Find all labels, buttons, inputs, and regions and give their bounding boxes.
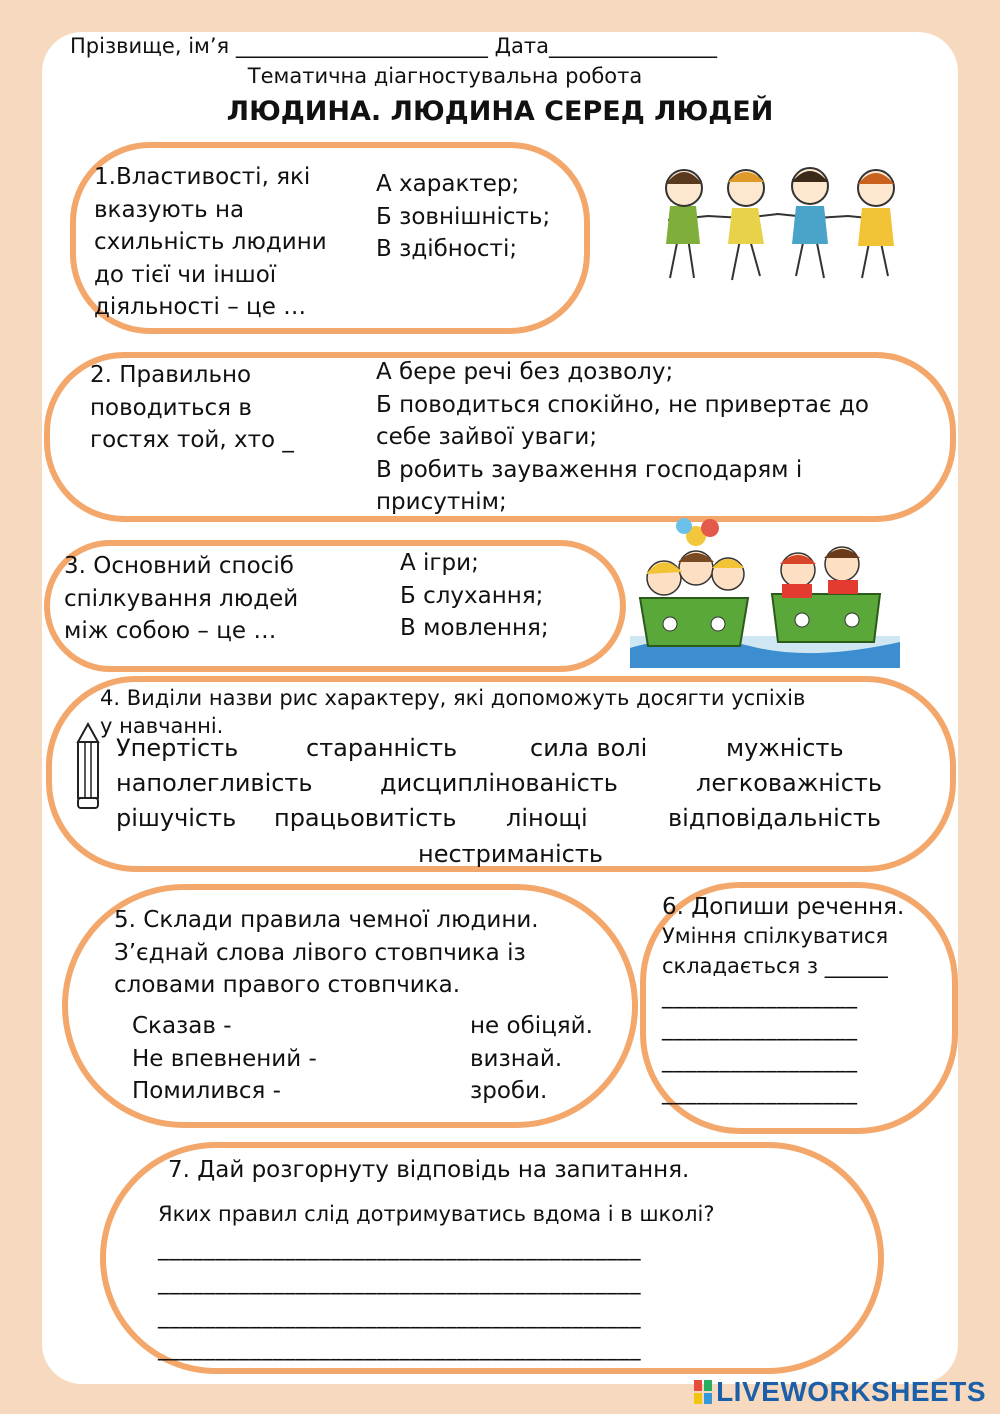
- word-option[interactable]: дисциплінованість: [380, 769, 618, 797]
- word-option[interactable]: наполегливість: [116, 769, 313, 797]
- question-4-text: [100, 684, 805, 740]
- word-option[interactable]: працьовитість: [274, 804, 457, 832]
- question-5-text: 5. Склади правила чемної людини. З’єднай слова лівого стовпчика із словами правого стовпчика.: [114, 907, 539, 998]
- option-b[interactable]: Б поводиться спокійно, не привертає до: [376, 391, 869, 418]
- answer-blank-line[interactable]: __________________________________________: [158, 1236, 641, 1261]
- option-b[interactable]: Б слухання;: [400, 582, 544, 609]
- matching-left-column: [132, 1010, 317, 1108]
- word-option[interactable]: відповідальність: [668, 804, 882, 832]
- question-2-text: 2. Правильно поводиться в гостях той, хто _: [90, 362, 294, 453]
- right-item[interactable]: не обіцяй.: [470, 1013, 593, 1039]
- answer-blank-line[interactable]: _________________: [662, 1080, 858, 1105]
- surname-blank[interactable]: ________________________: [235, 34, 488, 58]
- children-holding-hands-illustration: [648, 158, 910, 288]
- option-c[interactable]: В робить зауваження господарям і: [376, 456, 803, 483]
- children-on-train-illustration: [630, 518, 900, 668]
- answer-blank-line[interactable]: __________________________________________: [158, 1336, 641, 1361]
- name-field[interactable]: [70, 34, 717, 58]
- question-7-text: Яких правил слід дотримуватись вдома і в школі?: [158, 1202, 715, 1226]
- answer-blank-line[interactable]: __________________________________________: [158, 1304, 641, 1329]
- pencil-icon: [74, 722, 102, 812]
- option-c-continuation: присутнім;: [376, 489, 507, 515]
- option-a[interactable]: А характер;: [376, 171, 520, 197]
- question-3-options: [400, 547, 549, 645]
- matching-right-column: [470, 1010, 593, 1108]
- liveworksheets-mark-icon: [694, 1380, 712, 1404]
- option-b[interactable]: Б зовнішність;: [376, 203, 551, 230]
- word-option[interactable]: Упертість: [116, 734, 239, 762]
- left-item[interactable]: Помилився -: [132, 1078, 281, 1104]
- word-option[interactable]: рішучість: [116, 804, 237, 832]
- answer-blank-line[interactable]: _________________: [662, 1048, 858, 1073]
- word-option[interactable]: нестриманість: [418, 840, 603, 868]
- question-6-line-1: Уміння спілкуватися: [662, 924, 889, 948]
- worksheet-subtitle: Тематична діагностувальна робота: [247, 64, 643, 88]
- word-option[interactable]: мужність: [726, 734, 844, 762]
- word-option[interactable]: легковажність: [696, 769, 883, 797]
- right-item[interactable]: зроби.: [470, 1078, 548, 1104]
- worksheet-title: ЛЮДИНА. ЛЮДИНА СЕРЕД ЛЮДЕЙ: [226, 96, 774, 127]
- left-item[interactable]: Сказав -: [132, 1013, 232, 1039]
- answer-blank-line[interactable]: _________________: [662, 984, 858, 1009]
- date-blank[interactable]: ________________: [548, 34, 717, 58]
- question-1-text: 1.Властивості, які вказують на схильність людини до тієї чи іншої діяльності – це …: [94, 164, 327, 320]
- question-3-text: 3. Основний спосіб спілкування людей між собою – це …: [64, 553, 299, 644]
- option-b-continuation: себе зайвої уваги;: [376, 424, 598, 450]
- right-item[interactable]: визнай.: [470, 1045, 563, 1072]
- liveworksheets-logo[interactable]: [694, 1376, 986, 1408]
- answer-blank-line[interactable]: _________________: [662, 1016, 858, 1041]
- left-item[interactable]: Не впевнений -: [132, 1045, 317, 1072]
- option-c[interactable]: В мовлення;: [400, 615, 549, 641]
- liveworksheets-brand-text: LIVEWORKSHEETS: [716, 1376, 986, 1407]
- question-1-options: [376, 168, 550, 266]
- surname-label: Прізвище, ім’я: [70, 34, 230, 58]
- word-option[interactable]: старанність: [306, 734, 458, 762]
- option-a[interactable]: А ігри;: [400, 550, 479, 576]
- question-4-line-2: у навчанні.: [100, 714, 224, 738]
- question-4-line-1: 4. Виділи назви рис характеру, які допоможуть досягти успіхів: [100, 686, 806, 710]
- question-7-title: 7. Дай розгорнуту відповідь на запитання.: [168, 1157, 690, 1183]
- question-2-options: [376, 356, 869, 519]
- question-6-title: 6. Допиши речення.: [662, 894, 905, 920]
- word-option[interactable]: лінощі: [506, 804, 588, 832]
- answer-blank-line[interactable]: __________________________________________: [158, 1270, 641, 1295]
- option-a[interactable]: А бере речі без дозволу;: [376, 359, 674, 385]
- date-label: Дата: [494, 34, 549, 58]
- question-6-line-2[interactable]: складається з ______: [662, 954, 888, 978]
- word-option[interactable]: сила волі: [530, 734, 648, 762]
- option-c[interactable]: В здібності;: [376, 236, 518, 262]
